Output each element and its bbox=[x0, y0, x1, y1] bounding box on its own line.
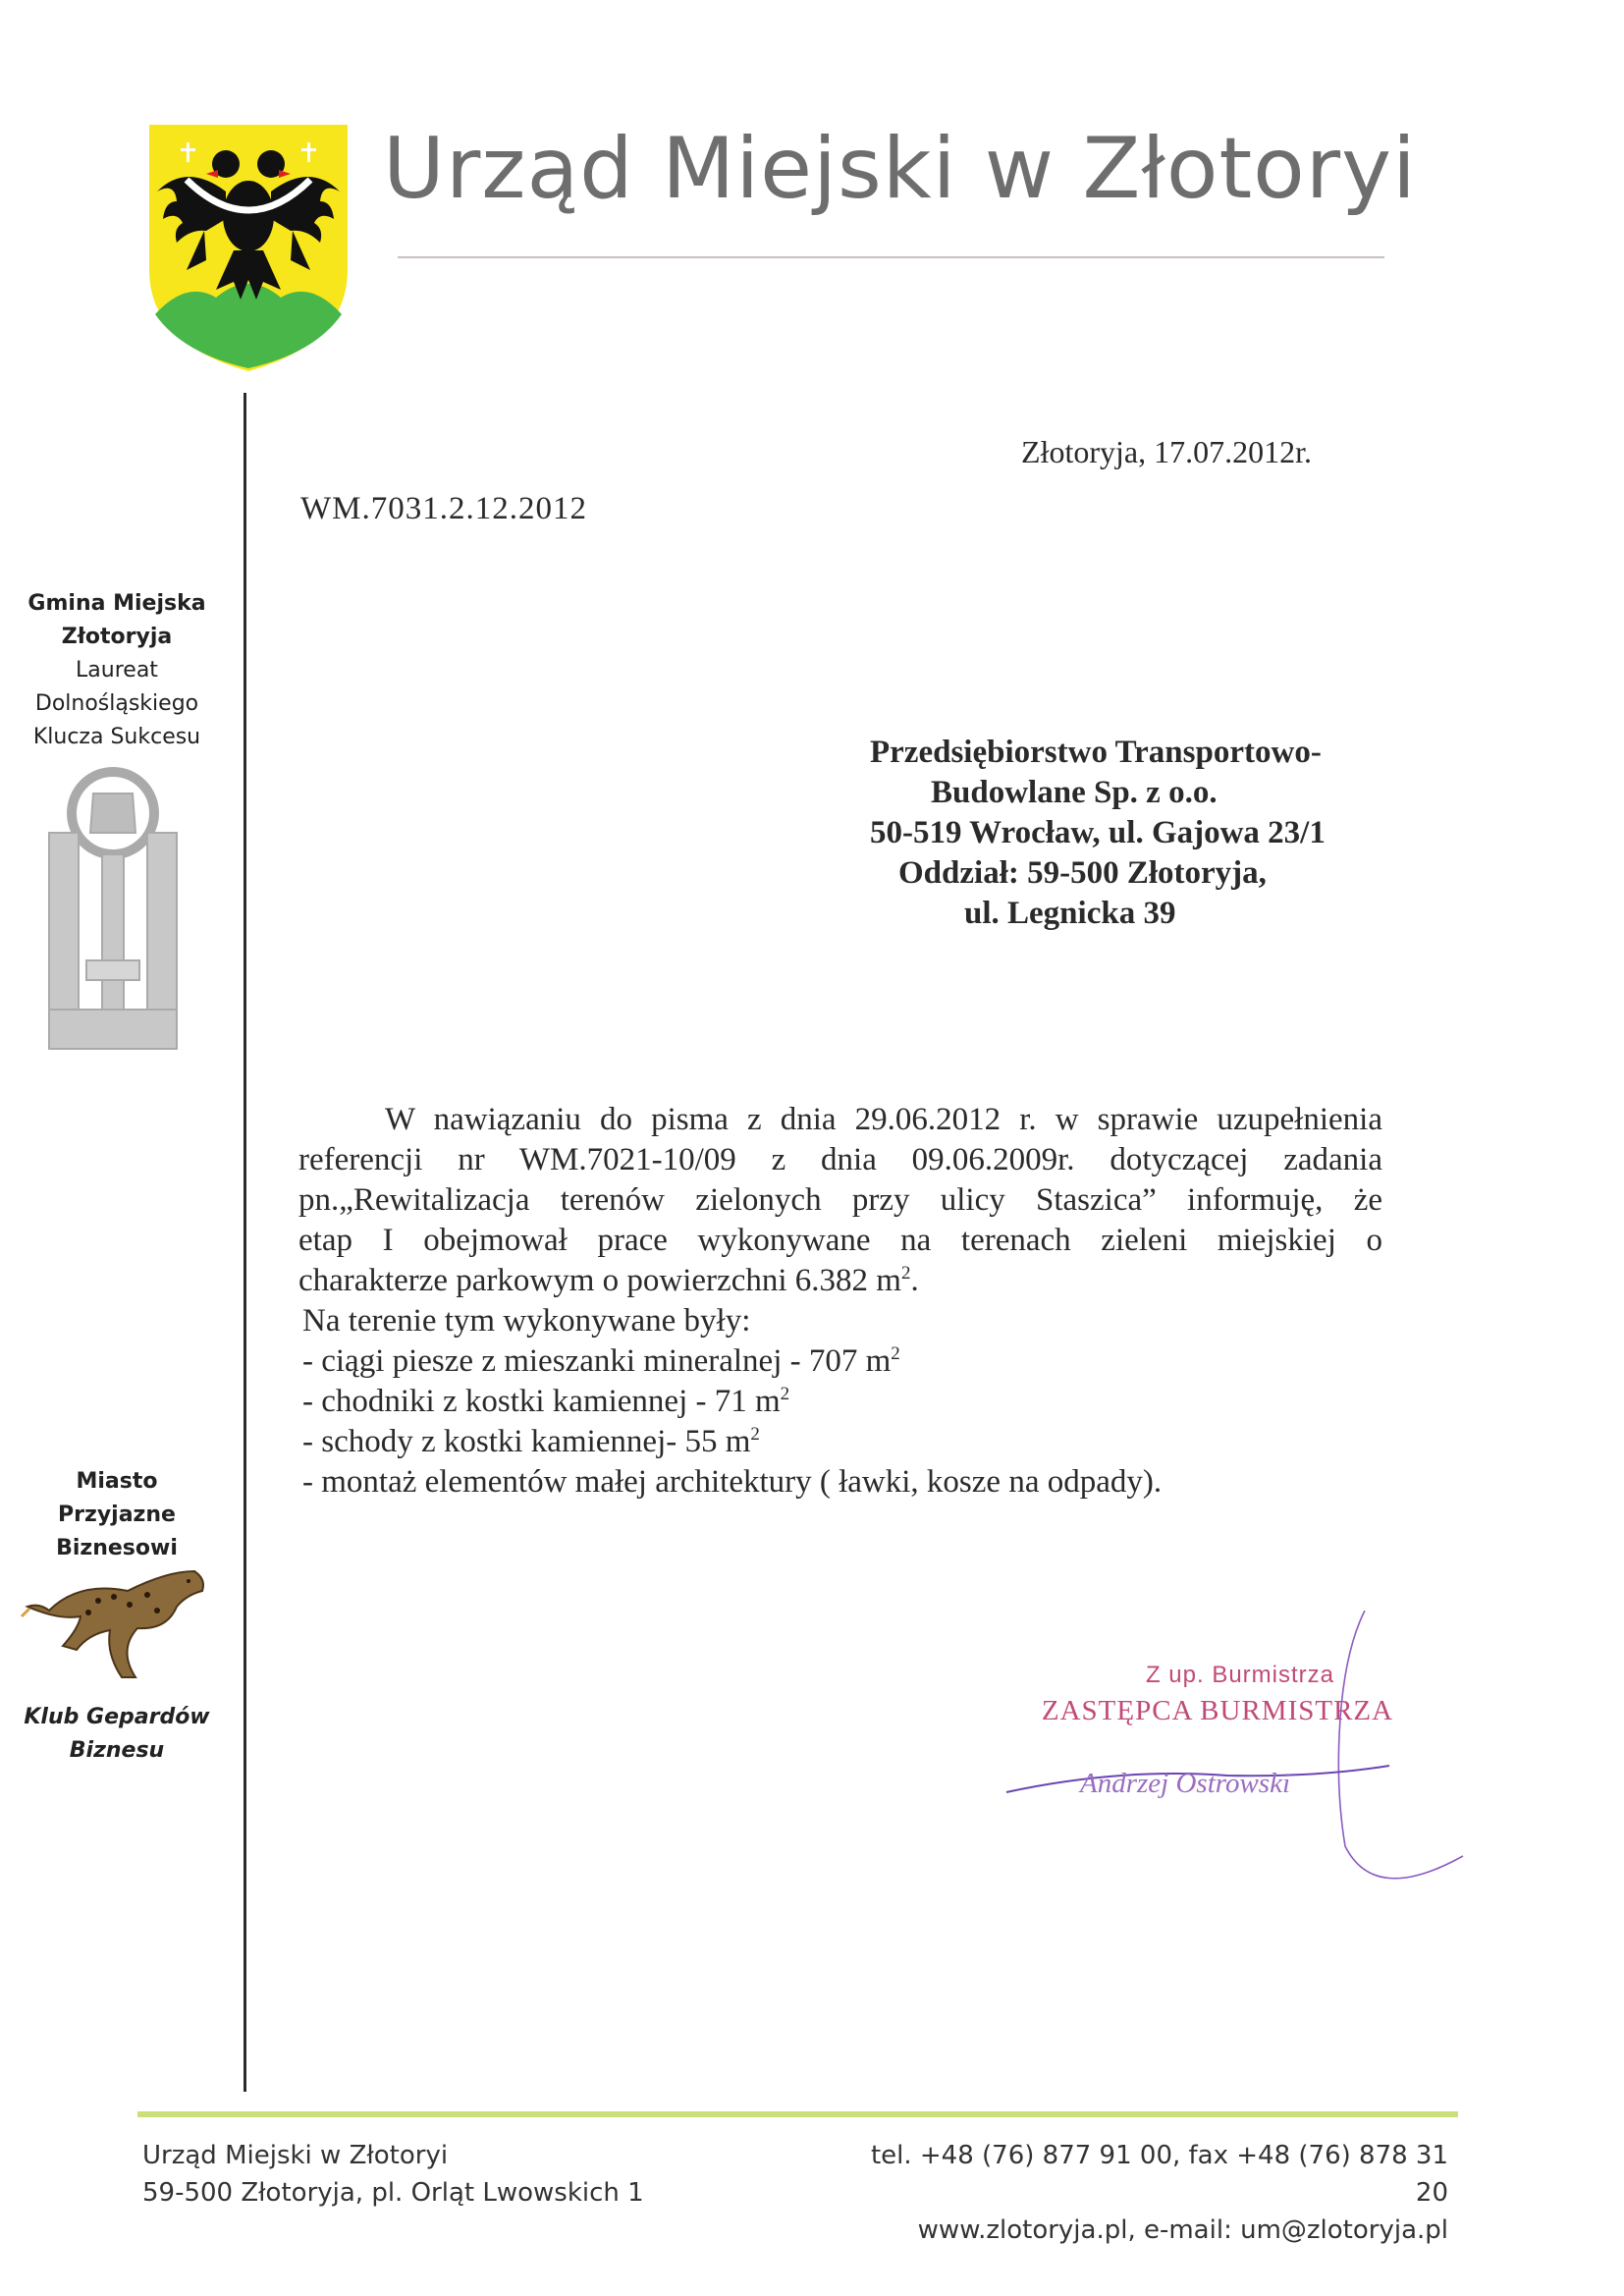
sidebar-divider bbox=[244, 393, 246, 2092]
miasto-line1: Miasto Przyjazne bbox=[58, 1469, 176, 1527]
stamp-line2: ZASTĘPCA BURMISTRZA bbox=[1041, 1695, 1394, 1726]
body-line: referencji nr WM.7021-10/09 z dnia 09.06.2009r. dotyczącej zadania bbox=[298, 1142, 1382, 1177]
works-item-text: - schody z kostki kamiennej- 55 m bbox=[302, 1424, 751, 1459]
miasto-block bbox=[14, 1465, 220, 1565]
gmina-line5: Klucza Sukcesu bbox=[32, 725, 201, 749]
reference-number: WM.7031.2.12.2012 bbox=[300, 491, 587, 526]
works-item bbox=[298, 1462, 1382, 1503]
klub-block bbox=[14, 1701, 220, 1768]
footer-right-line1: tel. +48 (76) 877 91 00, fax +48 (76) 878 31 20 bbox=[870, 2141, 1448, 2208]
works-intro: Na terenie tym wykonywane były: bbox=[302, 1303, 751, 1339]
stamp-name: Andrzej Ostrowski bbox=[1080, 1768, 1291, 1799]
recipient-line5: ul. Legnicka 39 bbox=[964, 896, 1176, 931]
works-item bbox=[298, 1341, 1382, 1382]
letter-body bbox=[298, 1100, 1382, 1503]
works-item bbox=[298, 1382, 1382, 1422]
body-line bbox=[298, 1261, 1382, 1301]
footer-left-line1: Urząd Miejski w Złotoryi bbox=[142, 2141, 449, 2170]
superscript: 2 bbox=[891, 1343, 900, 1364]
recipient-address bbox=[864, 733, 1375, 934]
footer-left-line2: 59-500 Złotoryja, pl. Orląt Lwowskich 1 bbox=[142, 2178, 644, 2208]
body-line: etap I obejmował prace wykonywane na terenach zieleni miejskiej o bbox=[298, 1223, 1382, 1258]
gmina-line4: Dolnośląskiego bbox=[34, 691, 199, 716]
cheetah-icon bbox=[20, 1552, 210, 1681]
gmina-line3: Laureat bbox=[76, 658, 158, 683]
gmina-line1: Gmina Miejska bbox=[27, 591, 206, 616]
gmina-award-block bbox=[14, 587, 220, 754]
official-stamp bbox=[1001, 1662, 1434, 1727]
klub-line1: Klub Gepardów bbox=[24, 1705, 210, 1729]
works-item-text: - chodniki z kostki kamiennej - 71 m bbox=[302, 1384, 781, 1419]
works-item-text: - ciągi piesze z mieszanki mineralnej - 707 m bbox=[302, 1343, 892, 1379]
works-item-text: - montaż elementów małej architektury ( ławki, kosze na odpady). bbox=[302, 1464, 1163, 1500]
klub-line2: Biznesu bbox=[69, 1738, 165, 1763]
recipient-line4: Oddział: 59-500 Złotoryja, bbox=[898, 855, 1267, 891]
recipient-line2: Budowlane Sp. z o.o. bbox=[931, 775, 1218, 810]
footer-right-line2: www.zlotoryja.pl, e-mail: um@zlotoryja.pl bbox=[917, 2215, 1448, 2245]
miasto-line2: Biznesowi bbox=[56, 1536, 178, 1560]
footer-divider bbox=[137, 2111, 1458, 2117]
body-line-end: . bbox=[910, 1263, 919, 1298]
body-line: pn.„Rewitalizacja terenów zielonych przy ulicy Staszica” informuję, że bbox=[298, 1182, 1382, 1218]
recipient-line1: Przedsiębiorstwo Transportowo- bbox=[870, 735, 1322, 770]
place-date: Złotoryja, 17.07.2012r. bbox=[1021, 434, 1312, 469]
stamp-line1: Z up. Burmistrza bbox=[1145, 1662, 1335, 1688]
superscript: 2 bbox=[780, 1384, 790, 1404]
signature-scribble bbox=[1001, 1611, 1473, 1905]
body-line: W nawiązaniu do pisma z dnia 29.06.2012 r. w sprawie uzupełnienia bbox=[385, 1102, 1382, 1137]
eagle-coat-of-arms-icon bbox=[147, 123, 350, 373]
footer-address bbox=[142, 2137, 644, 2212]
office-title: Urząd Miejski w Złotoryi bbox=[383, 120, 1417, 218]
superscript: 2 bbox=[750, 1424, 760, 1445]
superscript: 2 bbox=[900, 1263, 911, 1284]
works-item bbox=[298, 1422, 1382, 1462]
key-emblem-icon bbox=[47, 764, 179, 1055]
body-line-text: charakterze parkowym o powierzchni 6.382 m bbox=[298, 1263, 901, 1298]
gmina-line2: Złotoryja bbox=[61, 625, 173, 649]
recipient-line3: 50-519 Wrocław, ul. Gajowa 23/1 bbox=[870, 815, 1326, 850]
footer-contact bbox=[864, 2137, 1448, 2249]
title-divider bbox=[398, 256, 1384, 258]
